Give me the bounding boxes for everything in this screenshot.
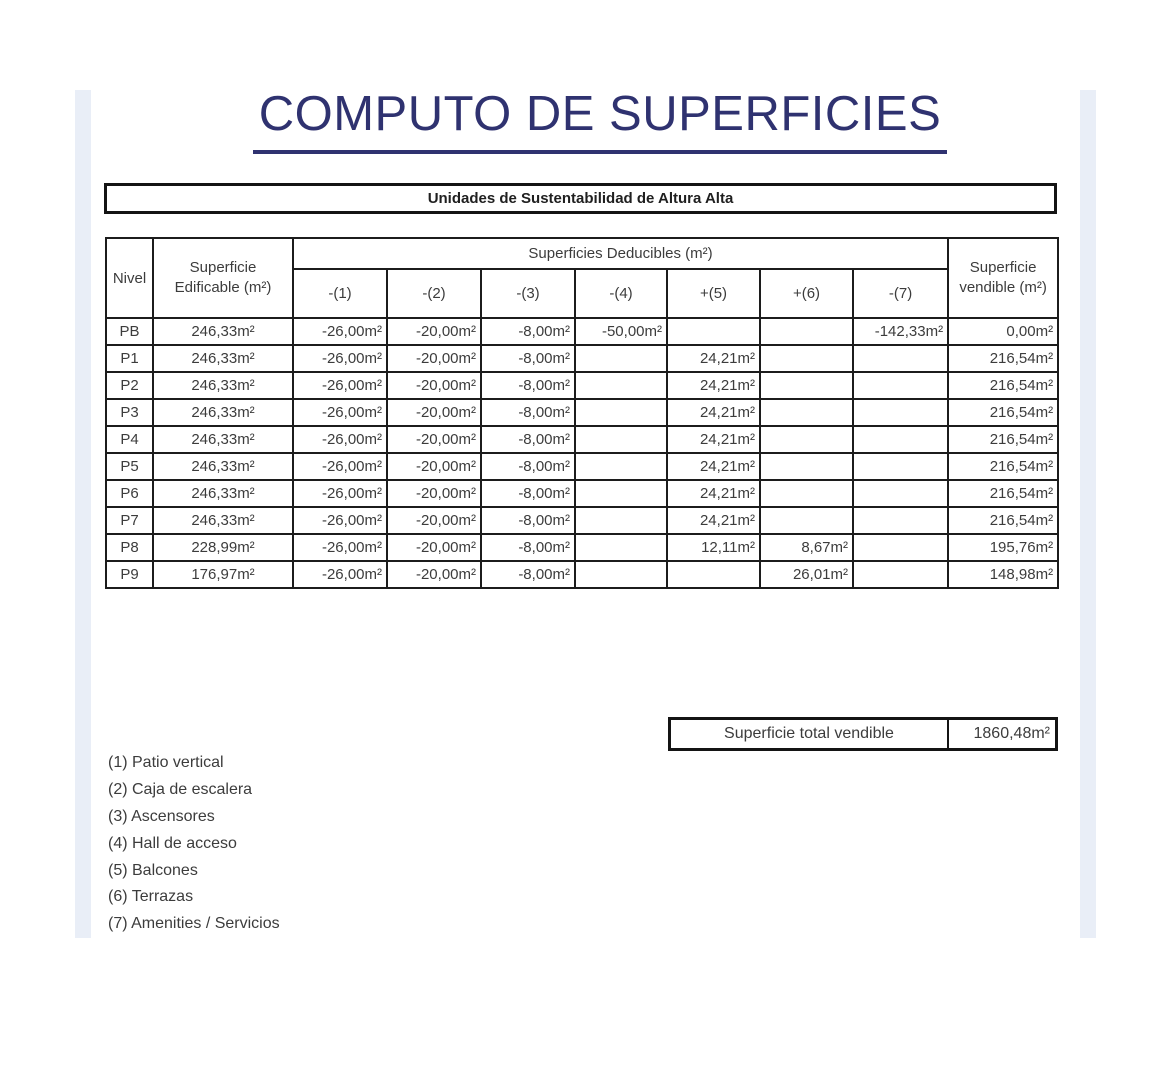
cell-nivel: P6 [106,480,153,507]
column-header-edificable: Superficie Edificable (m²) [153,238,293,318]
cell-deducible [575,480,667,507]
cell-nivel: P7 [106,507,153,534]
table-row [106,453,1058,480]
total-value: 1860,48m² [973,725,1050,742]
cell-deducible [853,480,948,507]
table-row [106,561,1058,588]
cell-deducible: -8,00m² [481,399,575,426]
table-row [106,345,1058,372]
column-header-deducible: +(6) [760,269,853,318]
cell-deducible: -8,00m² [481,480,575,507]
cell-nivel: P9 [106,561,153,588]
cell-deducible: 24,21m² [667,507,760,534]
cell-deducible [760,318,853,345]
cell-vendible: 216,54m² [948,453,1058,480]
cell-vendible: 216,54m² [948,480,1058,507]
cell-deducible [760,372,853,399]
cell-deducible: -26,00m² [293,534,387,561]
cell-deducible: 24,21m² [667,453,760,480]
cell-deducible: -20,00m² [387,345,481,372]
cell-deducible [760,453,853,480]
cell-edificable: 228,99m² [153,534,293,561]
table-row [106,372,1058,399]
cell-deducible [575,453,667,480]
cell-deducible: -8,00m² [481,426,575,453]
cell-deducible: -20,00m² [387,561,481,588]
cell-deducible [667,561,760,588]
cell-deducible: -26,00m² [293,480,387,507]
cell-deducible: -20,00m² [387,453,481,480]
cell-deducible: -50,00m² [575,318,667,345]
cell-deducible [853,399,948,426]
footnote: (5) Balcones [108,861,198,879]
cell-nivel: PB [106,318,153,345]
cell-nivel: P3 [106,399,153,426]
cell-deducible [853,426,948,453]
cell-deducible: 8,67m² [760,534,853,561]
cell-nivel: P5 [106,453,153,480]
table-row [106,480,1058,507]
page-edge-left [75,90,91,938]
footnote: (7) Amenities / Servicios [108,915,280,933]
cell-deducible: -8,00m² [481,534,575,561]
column-header-deducible: -(2) [387,269,481,318]
cell-deducible [760,345,853,372]
cell-deducible: 24,21m² [667,345,760,372]
cell-deducible [853,534,948,561]
cell-deducible: 24,21m² [667,372,760,399]
cell-deducible: -8,00m² [481,345,575,372]
cell-edificable: 246,33m² [153,426,293,453]
cell-deducible [575,507,667,534]
cell-vendible: 216,54m² [948,399,1058,426]
cell-deducible: -142,33m² [853,318,948,345]
cell-nivel: P2 [106,372,153,399]
cell-edificable: 246,33m² [153,372,293,399]
column-header-deducible: -(3) [481,269,575,318]
cell-deducible [575,372,667,399]
cell-deducible: -26,00m² [293,345,387,372]
cell-deducible: -20,00m² [387,507,481,534]
cell-deducible [853,372,948,399]
cell-deducible: -26,00m² [293,372,387,399]
cell-vendible: 195,76m² [948,534,1058,561]
header-row-group [106,238,1058,269]
column-header-deducible: -(4) [575,269,667,318]
cell-deducible: -20,00m² [387,426,481,453]
subtitle-box [104,183,1057,214]
cell-deducible: 24,21m² [667,426,760,453]
table-row [106,399,1058,426]
table-row [106,318,1058,345]
total-box [668,717,1058,751]
cell-deducible: -8,00m² [481,561,575,588]
cell-deducible: -26,00m² [293,399,387,426]
column-header-deducible: -(7) [853,269,948,318]
cell-nivel: P8 [106,534,153,561]
cell-deducible: -26,00m² [293,507,387,534]
surface-table [105,237,1059,589]
cell-deducible [667,318,760,345]
column-header-deducible: -(1) [293,269,387,318]
cell-vendible: 216,54m² [948,426,1058,453]
subtitle-text: Unidades de Sustentabilidad de Altura Alta [427,190,734,207]
cell-deducible: -26,00m² [293,318,387,345]
cell-deducible [853,345,948,372]
cell-deducible [760,480,853,507]
cell-deducible: -20,00m² [387,534,481,561]
table-row [106,426,1058,453]
page-title-text: COMPUTO DE SUPERFICIES [253,90,948,154]
cell-deducible: -8,00m² [481,453,575,480]
footnote: (3) Ascensores [108,807,215,825]
cell-deducible [853,507,948,534]
cell-vendible: 216,54m² [948,372,1058,399]
cell-deducible: -26,00m² [293,426,387,453]
cell-edificable: 246,33m² [153,399,293,426]
column-header-nivel: Nivel [106,238,153,318]
surface-table-body [106,318,1058,588]
cell-deducible: -20,00m² [387,399,481,426]
cell-deducible: -20,00m² [387,372,481,399]
cell-deducible [853,453,948,480]
footnote: (6) Terrazas [108,888,194,906]
cell-deducible: 26,01m² [760,561,853,588]
cell-vendible: 216,54m² [948,507,1058,534]
cell-edificable: 246,33m² [153,318,293,345]
cell-deducible [853,561,948,588]
table-row [106,507,1058,534]
column-header-deducible: +(5) [667,269,760,318]
cell-nivel: P4 [106,426,153,453]
footnotes [108,750,280,938]
cell-deducible [760,507,853,534]
cell-edificable: 246,33m² [153,507,293,534]
cell-deducible: -20,00m² [387,480,481,507]
page-title [105,87,1095,154]
footnote: (2) Caja de escalera [108,780,253,798]
table-row [106,534,1058,561]
cell-vendible: 148,98m² [948,561,1058,588]
cell-deducible: -26,00m² [293,561,387,588]
cell-deducible [575,345,667,372]
column-header-vendible: Superficie vendible (m²) [948,238,1058,318]
cell-deducible: -8,00m² [481,372,575,399]
cell-deducible: 24,21m² [667,480,760,507]
total-label: Superficie total vendible [671,720,949,748]
cell-edificable: 246,33m² [153,345,293,372]
column-header-deducibles-group: Superficies Deducibles (m²) [293,238,948,269]
cell-nivel: P1 [106,345,153,372]
page-edge-right [1080,90,1096,938]
cell-vendible: 0,00m² [948,318,1058,345]
footnote: (4) Hall de acceso [108,834,237,852]
cell-deducible [575,426,667,453]
cell-edificable: 246,33m² [153,453,293,480]
footnote: (1) Patio vertical [108,754,224,771]
cell-deducible [760,399,853,426]
cell-deducible: -8,00m² [481,507,575,534]
cell-deducible: 12,11m² [667,534,760,561]
cell-edificable: 176,97m² [153,561,293,588]
cell-vendible: 216,54m² [948,345,1058,372]
cell-deducible [760,426,853,453]
cell-deducible [575,399,667,426]
cell-deducible [575,561,667,588]
cell-deducible: -8,00m² [481,318,575,345]
cell-deducible [575,534,667,561]
cell-deducible: -20,00m² [387,318,481,345]
cell-deducible: -26,00m² [293,453,387,480]
cell-edificable: 246,33m² [153,480,293,507]
cell-deducible: 24,21m² [667,399,760,426]
